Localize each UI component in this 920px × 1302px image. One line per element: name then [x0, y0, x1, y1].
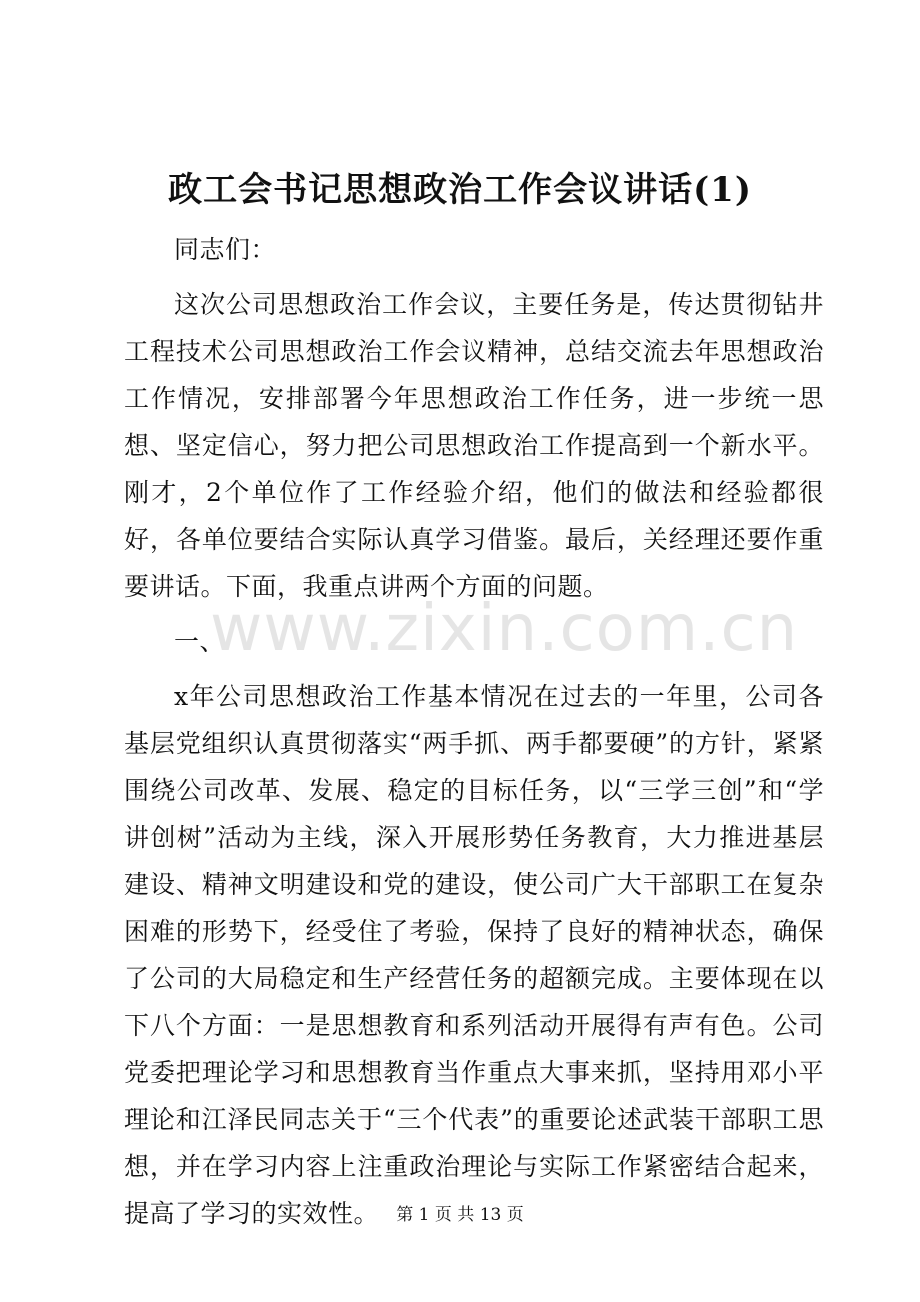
watermark: www.zixin.com.cn: [210, 592, 799, 666]
document-body: [124, 226, 824, 1237]
document-title: 政工会书记思想政治工作会议讲话(1): [168, 170, 752, 210]
paragraph-intro: 这次公司思想政治工作会议，主要任务是，传达贯彻钻井工程技术公司思想政治工作会议精神，总结交流去年思想政治工作情况，安排部署今年思想政治工作任务，进一步统一思想、坚定信心，努力把公司思想政治工作提高到一个新水平。刚才，2个单位作了工作经验介绍，他们的做法和经验都很好，各单位要结合实际认真学习借鉴。最后，关经理还要作重要讲话。下面，我重点讲两个方面的问题。: [124, 290, 824, 601]
salutation: 同志们：: [174, 235, 277, 264]
section-heading: 一、: [174, 627, 226, 656]
paragraph-main: x年公司思想政治工作基本情况在过去的一年里，公司各基层党组织认真贯彻落实“两手抓、两手都要硬”的方针，紧紧围绕公司改革、发展、稳定的目标任务，以“三学三创”和“学讲创树”活动为主线，深入开展形势任务教育，大力推进基层建设、精神文明建设和党的建设，使公司广大干部职工在复杂困难的形势下，经受住了考验，保持了良好的精神状态，确保了公司的大局稳定和生产经营任务的超额完成。主要体现在以下八个方面：一是思想教育和系列活动开展得有声有色。公司党委把理论学习和思想教育当作重点大事来抓，坚持用邓小平理论和江泽民同志关于“三个代表”的重要论述武装干部职工思想，并在学习内容上注重政治理论与实际工作紧密结合起来，提高了学习的实效性。: [124, 682, 824, 1228]
page-footer: 第 1 页 共 13 页: [396, 1205, 524, 1225]
